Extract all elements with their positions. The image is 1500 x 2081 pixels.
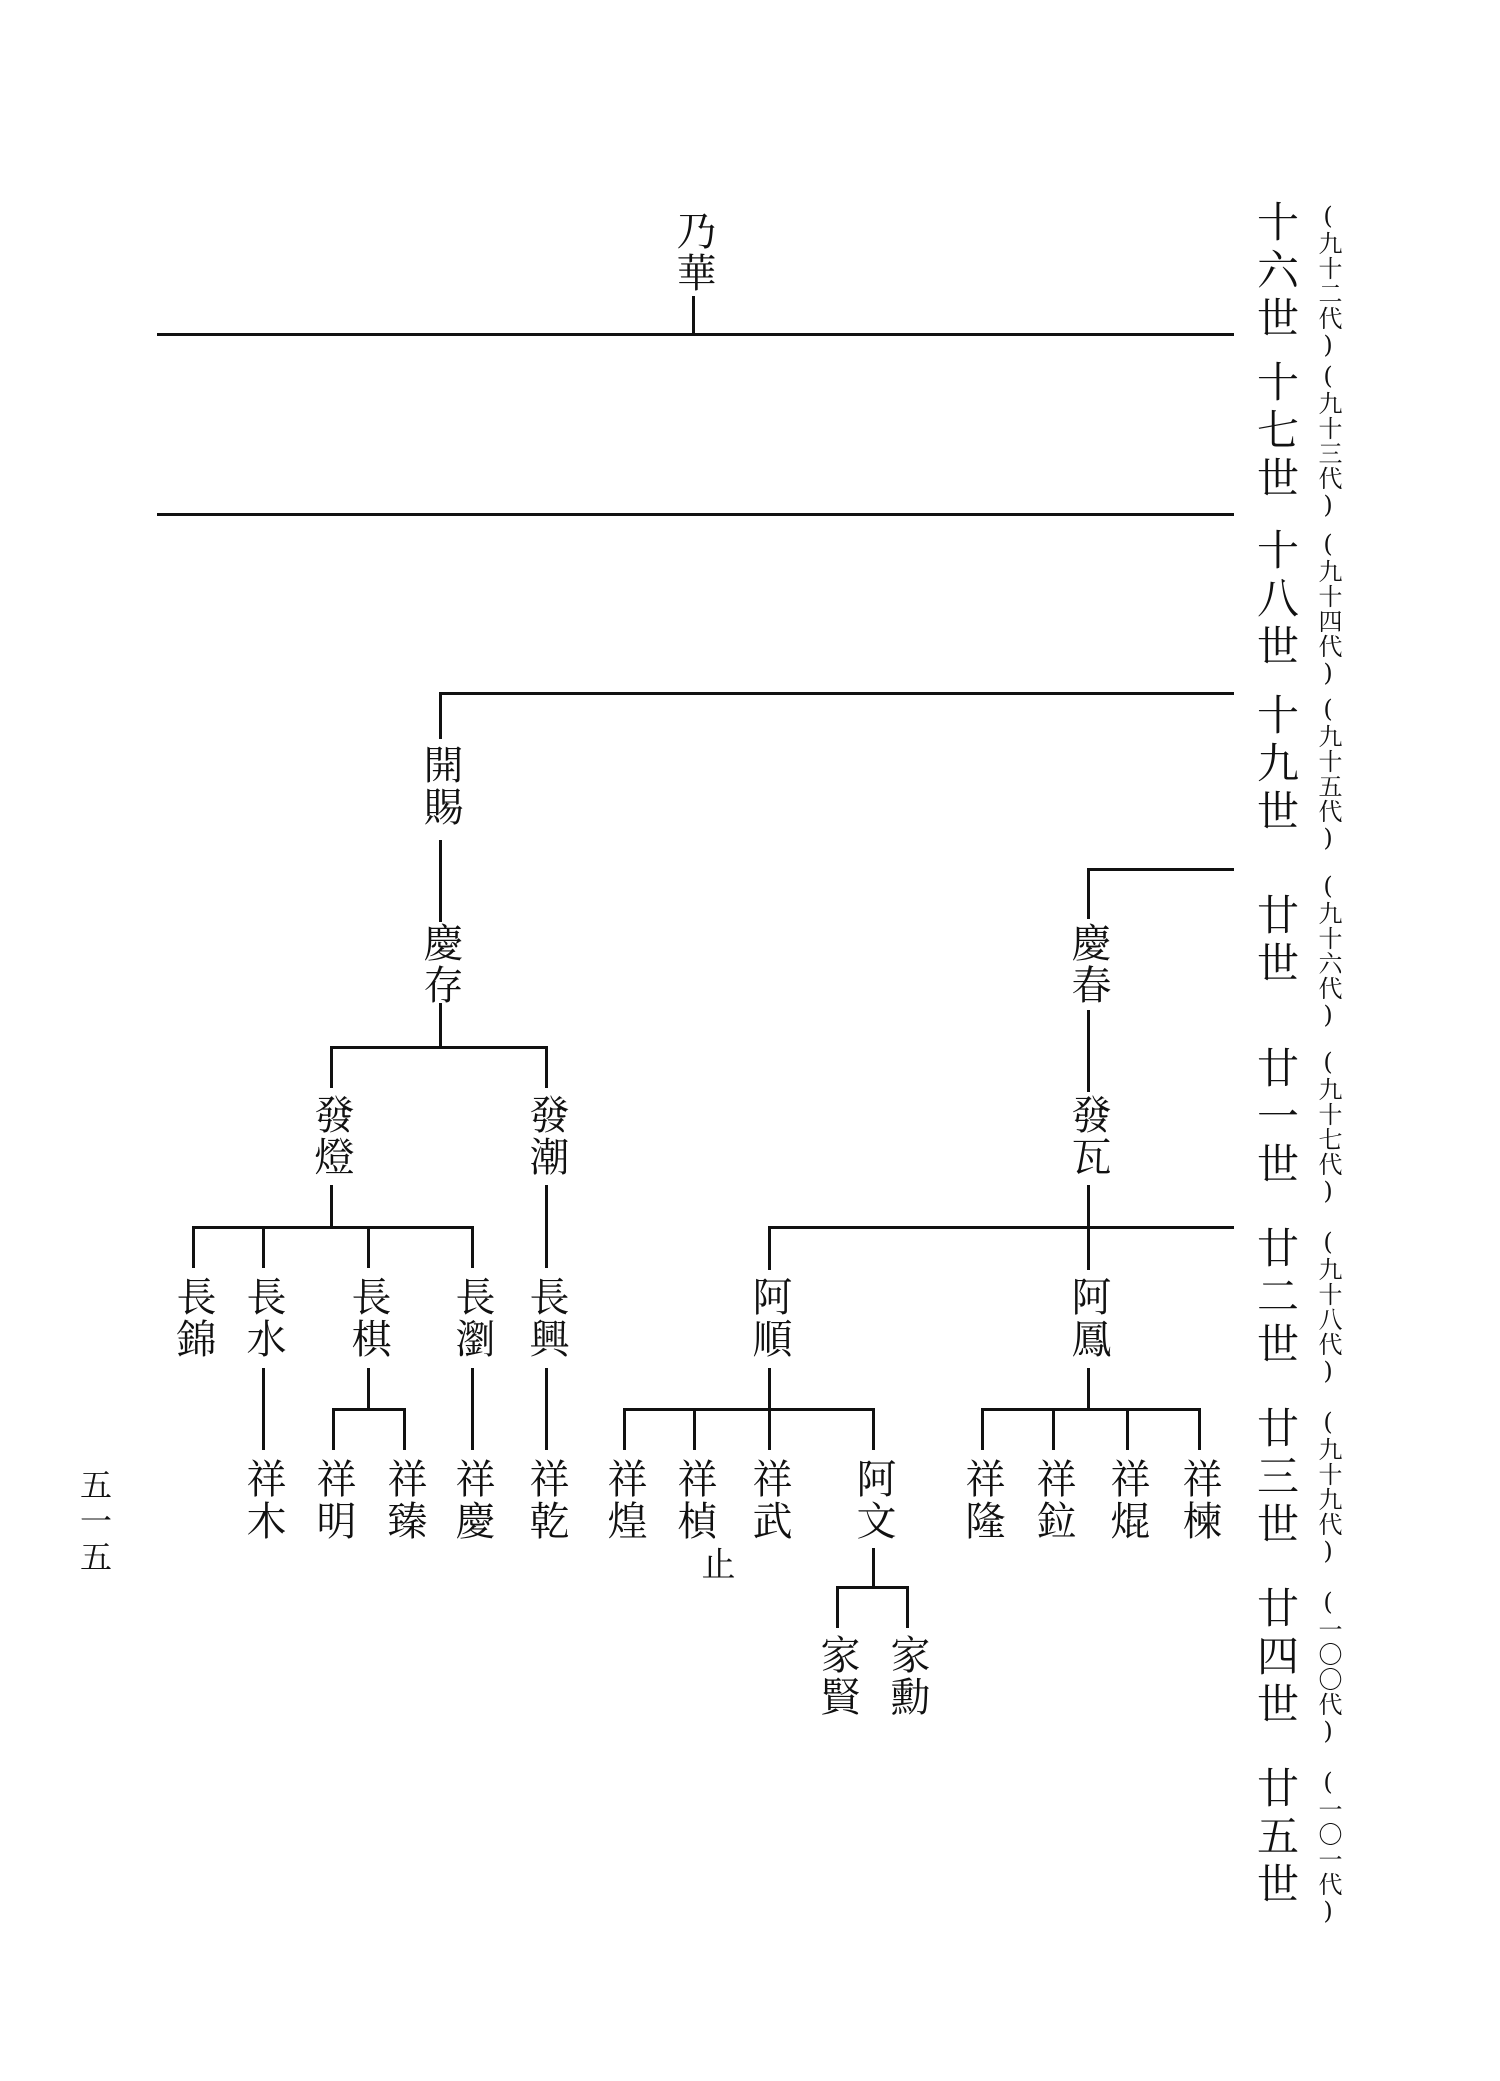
- gen16-dai: (九十二代): [1314, 202, 1342, 360]
- changshui-up-line: [262, 1226, 265, 1268]
- line-ended-mark: 止: [695, 1546, 735, 1580]
- person-fachao: 發潮: [523, 1094, 569, 1178]
- xianglong-up-line: [981, 1408, 984, 1450]
- gen22-dai: (九十八代): [1314, 1228, 1342, 1386]
- gen19-branch-line: [439, 692, 1234, 695]
- gen25-dai: (一〇一代): [1314, 1768, 1342, 1926]
- person-xiangqian: 祥乾: [523, 1458, 569, 1542]
- gen22-label: 廿二世: [1251, 1226, 1300, 1370]
- gen20-label: 廿世: [1251, 893, 1300, 989]
- person-xiangzhen: 祥臻: [381, 1458, 427, 1542]
- ashun-down-line: [768, 1368, 771, 1410]
- changshui-xiangmu-line: [262, 1368, 265, 1450]
- gen16-separator-line: [157, 333, 1234, 336]
- jiaxun-up-line: [906, 1586, 909, 1628]
- gen17-dai: (九十三代): [1314, 362, 1342, 520]
- kaici-up-line: [439, 692, 442, 739]
- kaici-qingcun-line: [439, 840, 442, 922]
- fachao-changxing-line: [545, 1185, 548, 1268]
- fadeng-children-bar: [192, 1226, 473, 1229]
- xiangwu-up-line: [768, 1408, 771, 1450]
- qingchun-fawa-line: [1087, 1010, 1090, 1092]
- gen23-dai: (九十九代): [1314, 1408, 1342, 1566]
- gen19-label: 十九世: [1251, 693, 1300, 837]
- gen16-label: 十六世: [1251, 200, 1300, 344]
- gen22-branch-line: [768, 1226, 1234, 1229]
- gen18-label: 十八世: [1251, 528, 1300, 672]
- person-xianghuang: 祥煌: [601, 1458, 647, 1542]
- person-xianglong: 祥隆: [959, 1458, 1005, 1542]
- fadeng-up-line: [330, 1046, 333, 1088]
- person-xiangwu: 祥武: [746, 1458, 792, 1542]
- gen17-label: 十七世: [1251, 360, 1300, 504]
- person-xiangqing: 祥慶: [449, 1458, 495, 1542]
- xiangzhen2-up-line: [693, 1408, 696, 1450]
- qingcun-children-bar: [330, 1046, 547, 1049]
- qingcun-down-line: [439, 1003, 442, 1048]
- gen24-dai: (一〇〇代): [1314, 1588, 1342, 1746]
- person-xianglian: 祥楝: [1176, 1458, 1222, 1542]
- awen-down-line: [872, 1548, 875, 1588]
- gen23-label: 廿三世: [1251, 1406, 1300, 1550]
- xianghuang-up-line: [623, 1408, 626, 1450]
- person-xiangming: 祥明: [310, 1458, 356, 1542]
- naihua-down-line: [692, 296, 695, 334]
- afeng-children-bar: [981, 1408, 1200, 1411]
- person-jiaxun: 家勳: [884, 1634, 930, 1718]
- person-awen: 阿文: [850, 1458, 896, 1542]
- person-changqi: 長棋: [345, 1276, 391, 1360]
- changqi-children-bar: [332, 1408, 406, 1411]
- gen20-dai: (九十六代): [1314, 872, 1342, 1030]
- xiangzhen-up-line: [403, 1408, 406, 1450]
- ashun-up-line: [768, 1226, 771, 1270]
- person-fawa: 發瓦: [1065, 1094, 1111, 1178]
- gen19-dai: (九十五代): [1314, 695, 1342, 853]
- changliu-xiangqing-line: [471, 1368, 474, 1450]
- gen21-label: 廿一世: [1251, 1046, 1300, 1190]
- person-qingcun: 慶存: [417, 922, 463, 1006]
- xiangming-up-line: [332, 1408, 335, 1450]
- gen20-branch-line: [1087, 868, 1234, 871]
- person-jiaxian: 家賢: [814, 1634, 860, 1718]
- person-naihua: 乃華: [670, 210, 716, 294]
- changqi-up-line: [367, 1226, 370, 1268]
- gen21-dai: (九十七代): [1314, 1048, 1342, 1206]
- xiangjiao-up-line: [1052, 1408, 1055, 1450]
- page-number: 五一五: [75, 1468, 113, 1576]
- gen25-label: 廿五世: [1251, 1766, 1300, 1910]
- person-ashun: 阿順: [746, 1276, 792, 1360]
- person-fadeng: 發燈: [308, 1094, 354, 1178]
- person-xiangmu: 祥木: [240, 1458, 286, 1542]
- gen17-separator-line: [157, 513, 1234, 516]
- fadeng-down-line: [330, 1185, 333, 1228]
- afeng-down-line: [1087, 1368, 1090, 1410]
- person-changjin: 長錦: [170, 1276, 216, 1360]
- fachao-up-line: [545, 1046, 548, 1088]
- person-afeng: 阿鳳: [1065, 1276, 1111, 1360]
- person-changliu: 長瀏: [449, 1276, 495, 1360]
- changxing-xiangqian-line: [545, 1368, 548, 1450]
- xiangkun-up-line: [1126, 1408, 1129, 1450]
- awen-children-bar: [836, 1586, 908, 1589]
- person-changxing: 長興: [523, 1276, 569, 1360]
- person-changshui: 長水: [240, 1276, 286, 1360]
- gen24-label: 廿四世: [1251, 1586, 1300, 1730]
- awen-up-line: [872, 1408, 875, 1450]
- person-kaici: 開賜: [417, 744, 463, 828]
- person-xiangzhen2: 祥楨: [671, 1458, 717, 1542]
- person-xiangjiao: 祥鉝: [1030, 1458, 1076, 1542]
- person-xiangkun: 祥焜: [1104, 1458, 1150, 1542]
- jiaxian-up-line: [836, 1586, 839, 1628]
- changqi-down-line: [367, 1368, 370, 1410]
- changjin-up-line: [192, 1226, 195, 1268]
- gen18-dai: (九十四代): [1314, 530, 1342, 688]
- xianglian-up-line: [1198, 1408, 1201, 1450]
- qingchun-up-line: [1087, 868, 1090, 919]
- changliu-up-line: [471, 1226, 474, 1268]
- ashun-children-bar: [623, 1408, 875, 1411]
- person-qingchun: 慶春: [1065, 922, 1111, 1006]
